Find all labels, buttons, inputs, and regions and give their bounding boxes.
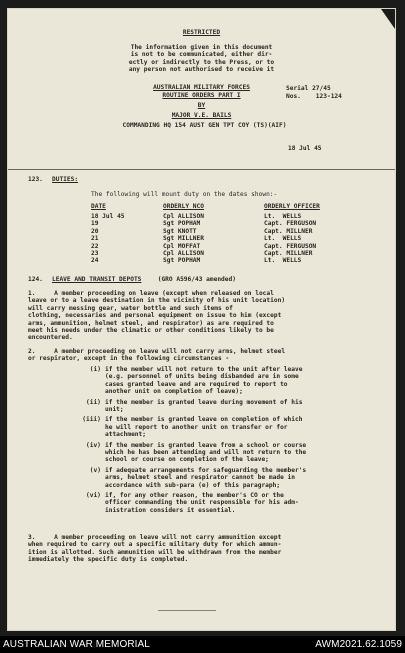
document-page <box>8 9 395 630</box>
sub-item-line: attachment; <box>105 431 146 439</box>
leave-title-reference: (GRO A596/43 amended) <box>154 276 236 283</box>
paragraph-3-line: ition is allotted. Such ammunition will be withdrawn from the member <box>28 548 282 556</box>
archive-reference: AWM2021.62.1059 <box>315 639 402 650</box>
paragraph-2-line: 2. A member proceeding on leave will not carry arms, helmet steel <box>28 348 286 355</box>
paragraph-3-line: when required to carry out a specific military duty for which ammun- <box>28 541 282 549</box>
archive-name: AUSTRALIAN WAR MEMORIAL <box>3 639 150 650</box>
roster-officer: Capt. FERGUSON <box>264 242 317 250</box>
paragraph-1-line: encountered. <box>28 334 73 342</box>
column-date: DATE <box>91 203 106 210</box>
sub-item-line: arms, helmet steel and respirator cannot be made in <box>105 474 295 482</box>
sub-item-line: cases granted leave and are required to report to <box>105 380 288 388</box>
sub-item-number: (iii) <box>82 416 101 424</box>
sub-item-line: (e.g. personnel of units being disbanded are in some <box>105 373 299 381</box>
classification-heading: RESTRICTED <box>182 29 221 36</box>
paragraph-2-line: or respirator, except in the following circumstances - <box>28 355 230 363</box>
sub-item-line: if the member is granted leave from a school or course <box>105 441 307 449</box>
sub-item-line: if, for any other reason, the member's CO or the <box>105 492 284 499</box>
sub-item-line: another unit on completion of leave); <box>105 388 243 396</box>
order-numbers: Nos. 123-124 <box>286 93 342 100</box>
roster-date: 21 <box>91 235 99 243</box>
order-date: 18 Jul 45 <box>288 145 322 152</box>
roster-date: 24 <box>91 257 99 265</box>
roster-officer: Capt. FERGUSON <box>264 220 317 228</box>
paragraph-3-line: 3. A member proceeding on leave will not carry ammunition except <box>28 534 282 541</box>
notice-line: any person not authorised to receive it <box>128 66 275 74</box>
roster-date: 20 <box>91 227 99 235</box>
archive-footer <box>0 636 405 653</box>
sub-item-line: inistration considers it essential. <box>105 506 236 514</box>
column-orderly-officer: ORDERLY OFFICER <box>264 203 320 210</box>
paragraph-1-line: arms, ammunition, helmet steel, and respirator) as are required to <box>28 319 274 327</box>
roster-nco: Sgt MILLNER <box>163 235 204 243</box>
sub-item-line: unit; <box>105 406 124 413</box>
roster-nco: Cpl MOFFAT <box>163 242 201 250</box>
orders-heading: ROUTINE ORDERS PART I <box>162 92 241 99</box>
paragraph-1-line: meet his needs under the climatic or other conditions likely to be <box>28 327 274 334</box>
duties-title: DUTIES: <box>52 176 79 183</box>
notice-line: is not to be communicated, either dir- <box>130 51 273 59</box>
paragraph-1-line: leave or to a leave destination in the vicinity of his unit location) <box>28 297 286 305</box>
sub-item-number: (iv) <box>86 441 101 449</box>
force-heading: AUSTRALIAN MILITARY FORCES <box>153 84 250 91</box>
sub-item-line: school or course on completion of the leave; <box>105 456 269 464</box>
sub-item-line: if adequate arrangements for safeguarding the member's <box>105 466 307 474</box>
duties-number: 123. <box>28 176 43 183</box>
paragraph-1-line: will carry messing gear, water bottle and such items of <box>28 304 233 312</box>
duties-intro: The following will mount duty on the dates shown:- <box>91 191 278 198</box>
sub-item-line: which he has been attending and will not return to the <box>105 449 307 456</box>
roster-officer: Lt. WELLS <box>264 235 302 243</box>
roster-nco: Sgt POPHAM <box>163 220 201 228</box>
header-divider <box>8 169 395 170</box>
roster-officer: Capt. MILLNER <box>264 227 313 235</box>
roster-nco: Sgt KNOTT <box>163 227 197 235</box>
column-orderly-nco: ORDERLY NCO <box>163 203 204 210</box>
end-rule <box>158 610 216 611</box>
by-line: BY <box>197 102 206 109</box>
roster-officer: Lt. WELLS <box>264 213 302 220</box>
paragraph-1-line: 1. A member proceeding on leave (except when released on local <box>28 290 274 297</box>
roster-officer: Capt. MILLNER <box>264 250 313 257</box>
roster-nco: Sgt POPHAM <box>163 257 201 265</box>
roster-nco: Cpl ALLISON <box>163 213 204 220</box>
roster-nco: Cpl ALLISON <box>163 250 204 257</box>
roster-date: 23 <box>91 250 99 257</box>
roster-date: 18 Jul 45 <box>91 213 125 220</box>
sub-item-line: accordance with sub-para (e) of this paragraph; <box>105 481 281 489</box>
notice-line: The information given in this document <box>130 44 273 51</box>
serial-label: Serial 27/45 <box>286 85 331 92</box>
paragraph-1-line: clothing, necessaries and personal equipment on issue to him (except <box>28 312 282 320</box>
sub-item-line: if the member will not return to the unit after leave <box>105 366 303 373</box>
sub-item-number: (i) <box>89 366 101 373</box>
sub-item-number: (ii) <box>86 398 101 406</box>
sub-item-line: he will report to another unit on transfer or for <box>105 423 288 431</box>
command-line: COMMANDING HQ 154 AUST GEN TPT COY (TS)(AIF) <box>122 122 287 129</box>
officer-name: MAJOR V.E. BAILS <box>171 112 232 119</box>
sub-item-line: if the member is granted leave during movement of his <box>105 398 303 406</box>
roster-date: 19 <box>91 220 99 228</box>
notice-line: ectly or indirectly to the Press, or to <box>128 58 275 66</box>
leave-number: 124. <box>28 276 43 283</box>
sub-item-number: (vi) <box>86 492 101 499</box>
sub-item-line: if the member is granted leave on completion of which <box>105 416 303 424</box>
leave-title: LEAVE AND TRANSIT DEPOTS <box>52 276 142 283</box>
sub-item-line: officer commanding the unit responsible for his adm- <box>105 499 299 507</box>
roster-date: 22 <box>91 242 99 250</box>
paragraph-3-line: immediately the specific duty is completed. <box>28 556 189 564</box>
sub-item-number: (v) <box>89 466 101 474</box>
roster-officer: Lt. WELLS <box>264 257 302 265</box>
